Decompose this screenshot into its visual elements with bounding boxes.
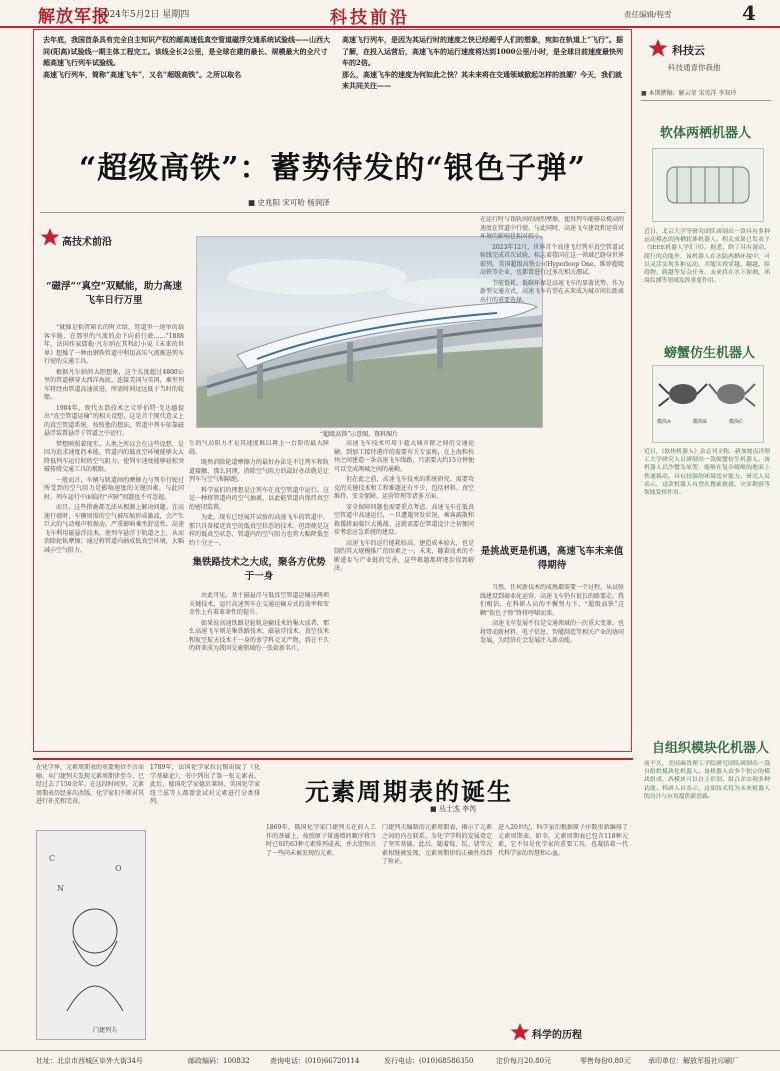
col4-para: 当然，任何新技术的成熟都需要一个过程。从试验线建设到商业化运营，高速飞车仍有很长的路要走。我们相信，在科研人员的不懈努力下，“超级高铁”这颗“银色子弹”终将呼啸而来。	[480, 584, 624, 617]
rail-subtitle: 科技通青你我他	[668, 63, 721, 72]
col1-para: 梦想映照着现实。人类之所以会在这些设想，是因为追求速度的本能，管道内的低真空环境能够大大降低列车运行时的空气阻力，使列车速度能够轻松突破传统交通工具的极限。	[44, 440, 184, 473]
col1-para: 根据凡尔纳的大胆想象，这个长度超过4800公里的管道横穿大西洋海底，连接美国与英国，乘坐列车将经由管道高速前进，所需时间远远低于当时的轮船。	[44, 368, 184, 401]
rail-title: 科技云	[672, 44, 705, 57]
portrait-sketch	[37, 831, 145, 1021]
rail-item-3-text: 前不久，美国麻省理工学院研究团队研制出一款自组织模块化机器人。该机器人由多个独立的模块组成，各模块可以自主识别、组合并实现多种功能。科研人员表示，这项技术将为未来机器人的设计与应用提供新思路。	[644, 761, 770, 800]
col4-para: 高速飞车发展不仅是交通领域的一次重大变革，也将带动新材料、电子信息、智能制造等相关产业的协同发展，为经济社会发展注入新动能。	[480, 620, 624, 644]
footer-dist: 发行电话：(010)68586350	[384, 1057, 474, 1065]
main-byline: ■ 史兆阳 宋可哈 杨润泽	[248, 198, 330, 207]
lead-right-tail: 那么，高速飞车的速度为何如此之快？其未来将在交通领域掀起怎样的浪潮？今天，我们就来共同关注——	[342, 69, 622, 90]
crab-robot-graphic	[653, 366, 763, 420]
subhead-2: 集铁路技术之大成，聚各方优势于一身	[192, 557, 326, 582]
bottom-col-3: 门捷列夫编制的元素周期表，揭示了元素之间的内在联系，为化学学科的发展奠定了坚实基础。此后，随着镓、钪、锗等元素相继被发现，元素周期律的正确性得到了验证。	[382, 824, 492, 865]
footer-print: 承印单位：解放军报社印刷厂	[648, 1057, 739, 1065]
lead-intro-right	[342, 34, 624, 92]
fig-label: 模块B	[693, 419, 707, 425]
lead-right-text: 高速飞行列车，是因为其运行时的速度之快已经超乎人们的想象，宛如在轨道上“飞行”。据了解，在投入运营后，高速飞车的运行速度将达到1000公里/小时，是全球目前速度最快列车的2倍。	[342, 35, 624, 67]
column-1	[44, 324, 184, 750]
bottom-col-4: 进入20世纪，科学家们根据原子序数重新编排了元素周期表。如今，元素周期表已包含118种元素，它不仅是化学家的重要工具，也凝结着一代代科学家的智慧和心血。	[498, 824, 628, 857]
main-headline: “超级高铁”：蓄势待发的“银色子弹”	[78, 151, 587, 186]
footer-single: 零售每份0.80元	[580, 1057, 631, 1065]
footer-phone: 查询电话：(010)66720114	[270, 1057, 360, 1065]
bottom-col-2: 1869年，俄国化学家门捷列夫在前人工作的基础上，按照原子量递增的顺序将当时已知的63种元素排列成表，并大胆预言了一些尚未被发现的元素。	[266, 824, 376, 857]
col4-para: 2023年12月，世界首个高速飞行列车真空管道试验线完成首次试验，标志着我国在这一领域已跻身世界前列。美国超级高铁公司Hyperloop One、维珍超级高铁等企业，也都曾进行过多次相关测试。	[480, 243, 624, 276]
image-caption: “超级高铁”示意图。资料图片	[320, 431, 399, 438]
rail-item-2-text: 近日，《软体机器人》杂志刊文称，新加坡南洋理工大学研究人员研制出一款螃蟹仿生机器人。该机器人以沙蟹为原型，能够在复杂崎岖的地面上快速移动，具有较强的环境适应能力。研究人员表示，这款机器人有望在搜索救援、灾害勘察等领域发挥作用。	[644, 449, 770, 497]
rail-byline: ■ 本期撰稿：解云莹 宋英洋 李双玲	[641, 90, 737, 97]
lead-left-text: 去年底，我国首条具有完全自主知识产权的超高速低真空管道磁浮交通系统试验线——山西大同(阳高)试验线一期主体工程完工。该线全长2公里，是全球在建的最长、规模最大的全尺寸超高速飞行列车试验线。	[43, 35, 330, 67]
col1-para: 1904年，现代火箭技术之父罗伯特·戈达德提出“真空管道运输”的相关设想，这是首个现代意义上的真空管道系统。按照他的想法，管道中列车依靠磁悬浮装置悬浮于管道之中运行。	[44, 404, 184, 437]
column-3	[334, 440, 474, 750]
soft-robot-graphic	[653, 149, 763, 221]
fig-label: 模块A	[657, 419, 671, 425]
col1-para: 而且，这些措施都无法从根源上解决问题。在高速行驶时，车辆周围的空气被压缩形成激波，会产生巨大的气动噪声和振动，严重影响乘坐舒适性。高速飞车利用磁悬浮技术，使列车悬浮于轨道之上，从而消除轮轨摩擦；通过将管道内抽成低真空环境，大幅减小空气阻力。	[44, 504, 184, 554]
footer-postcode: 邮政编码：100832	[188, 1057, 250, 1065]
fig-label: 模块C	[729, 419, 743, 425]
bottom-col-1: 1789年，法国化学家拉瓦锡出版了《化学基础论》，书中列出了第一张元素表。此后，德国化学家德贝莱纳、英国化学家纽兰兹等人都曾尝试对元素进行分类排列。	[150, 764, 260, 805]
footer	[0, 1050, 780, 1071]
subhead-3: 是挑战更是机遇，高速飞车未来值得期待	[480, 546, 624, 571]
col2-para: 为此，现有已经展开试验的高速飞车的管道中，那只具备接近真空的低真空状态的技术。但即便是这样的低真空状态，管道内的空气阻力也将大幅降低至约十分之一。	[189, 514, 329, 547]
subhead-1: “磁浮”“真空”双赋能，助力高速飞车日行万里	[46, 281, 182, 306]
col2-para: 生的气动阻力才是其速度难以再上一台阶的最大障碍。	[189, 440, 329, 456]
footer-address: 社址：北京市西城区阜外大街34号	[36, 1057, 143, 1065]
footer-price: 定价每月20.80元	[496, 1057, 552, 1065]
rail-item-1-text: 近日，北京大学等研究团队研制出一款具有多种运动模态的两栖软体机器人。相关成果已发表于《IEEE机器人学汇刊》。据悉，除了具有游动、爬行的功能外，该机器人在水陆两栖环境中，可以灵活实现多种运动，并能实现穿越、翻越、障碍物、跨越等复杂任务。未来将在水下探测、环境监测等领域发挥重要作用。	[644, 229, 770, 285]
col2-para: 既然消除轮道摩擦力的最好办法是不让列车和轨道接触，那么同理，消除空气阻力的最好办法就是让列车与空气相隔绝。	[189, 459, 329, 483]
star-icon	[40, 227, 60, 247]
bottom-byline: ■ 丛士杰 李芮	[430, 805, 477, 813]
lead-intro-left	[43, 34, 333, 80]
column-2-bottom	[189, 592, 329, 750]
col2-para: 由此可见，基于磁悬浮与低真空管道运输这两项关键技术，运行高速列车在交通运输方式的效率和安全性上有着革命性的提升。	[189, 592, 329, 616]
bottom-rail-label: 科学的历程	[532, 1030, 582, 1041]
col1-para: “就像是粘管箱长的时立给，管道里一速单的载客车舱，在那里的气流的动下向前行驶……”1888年，法国作家儒勒·凡尔纳在其科幻小说《未来的世界》想像了一种由钢铁管道中利用高压气流推进列车行驶的交通工具。	[44, 324, 184, 365]
rail-item-2-title: 螃蟹仿生机器人	[664, 346, 756, 361]
col4-para: 节能低耗、低碳环保是高速飞车的显著优势。作为新型交通方式，高速飞车有望在未来成为城市间长距离出行的重要选择。	[480, 279, 624, 304]
star-icon	[648, 38, 668, 58]
page-number: 4	[742, 1, 756, 25]
bottom-headline: 元素周期表的诞生	[305, 777, 513, 806]
portrait-caption: 门捷列夫	[93, 1027, 118, 1034]
divider	[33, 758, 633, 760]
col2-para: 如果说高速铁路是轮轨运输技术的集大成者，那么高速飞车则是集铁路技术、磁悬浮技术、真空技术和航空航天技术于一身的多学科交叉产物，将在不久的将来成为我国交通领域的一张崭新名片。	[189, 619, 329, 652]
col4-para: 在运行时与铁轨间的剧烈摩擦，使得列车能够以极高的速度在管道中行驶。与此同时，高速飞车建设和运营对环境的影响也相对较小。	[480, 216, 624, 240]
col3-para: 但在此之前，高速飞车技术的系统研究、需要攻克的关键技术和工程难题还有不少，包括材料、真空维持、安全保障、运营管理等诸多方面。	[334, 476, 474, 500]
col3-para: 安全保障问题也需要重点考虑。高速飞车在低真空管道中高速运行，一旦遭遇突发状况，乘客疏散和救援将面临巨大挑战。这就需要在管道设计之初便同步考虑应急系统的建设。	[334, 503, 474, 536]
section-title: 科技前沿	[330, 8, 410, 28]
column-2-top	[189, 440, 329, 548]
soft-robot-image	[652, 148, 764, 222]
col3-para: 高速飞车技术可用于超大城市群之间的交通运输，到加工接待港岸的需要有关专家称，在上海和杭州之间建造一条高速飞车线路，只需要大约15分钟便可以完成两城之间的通勤。	[334, 440, 474, 473]
editor-credit: 责任编辑/程雪	[624, 10, 672, 19]
section-label: 高技术前沿	[62, 237, 112, 248]
newspaper-logo: 解放军报	[38, 7, 110, 27]
divider	[40, 212, 625, 213]
col3-para: 高速飞车的运行能耗较高，建造成本较大，也是制约其大规模推广的因素之一。未来，随着技术的不断进步与产业链的完善，这些难题都将逐步得到解决。	[334, 539, 474, 572]
rail-item-1-title: 软体两栖机器人	[660, 126, 752, 141]
svg-text:C: C	[49, 854, 56, 863]
col2-para: 科学家们的理想是让列车在真空管道中运行。这是一种将管道内的空气抽离，以此能管道内保持真空的密闭装置。	[189, 486, 329, 511]
crab-robot-image	[652, 365, 764, 443]
svg-text:N: N	[57, 884, 64, 893]
bottom-col-0: 在化学界，元素周期表的重要地位不言而喻。从门捷列夫发现元素周期律至今，已经过去了150余年。在这段时间里，元素周期表历经多次改版，化学家们不断对其进行补充和完善。	[36, 764, 144, 805]
divider	[641, 100, 771, 101]
column-4-top	[480, 216, 624, 534]
rail-item-3-title: 自组织模块化机器人	[652, 741, 770, 756]
col1-para: 一般而言，车辆与轨道间的摩擦力与列车行驶过所受到的空气阻力是影响速度的关键因素。与此同时，列车运行中面临的“声障”问题也不可忽视。	[44, 476, 184, 501]
column-4-bottom	[480, 584, 624, 750]
star-icon	[510, 1022, 530, 1042]
issue-date: 2024年5月2日 星期四	[98, 10, 190, 20]
lead-left-tail: 高速飞行列车，简称“高速飞车”，又名“超级高铁”。之所以取名	[43, 69, 242, 79]
mendeleev-portrait	[36, 830, 146, 1040]
svg-text:O: O	[115, 864, 122, 873]
